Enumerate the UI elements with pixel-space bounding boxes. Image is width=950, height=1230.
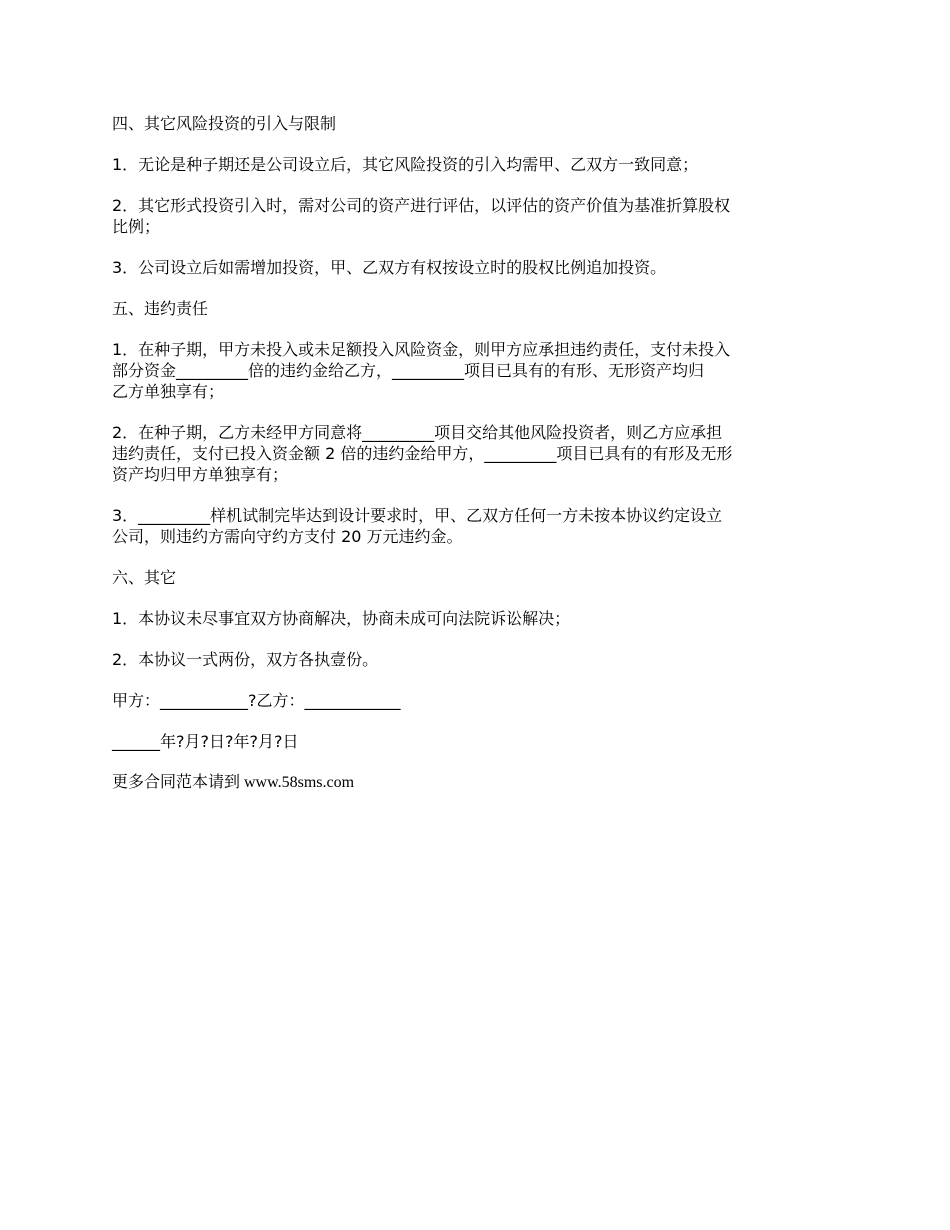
clause-item xyxy=(112,195,842,237)
footer-text: 更多合同范本请到 www.58sms.com xyxy=(112,774,355,791)
signature-line: 甲方：___________?乙方：____________ xyxy=(112,691,401,710)
clause-item xyxy=(112,505,842,547)
clause-line: 1．在种子期，甲方未投入或未足额投入风险资金，则甲方应承担违约责任，支付未投入 xyxy=(112,340,731,359)
clause-item xyxy=(112,422,842,485)
clause-item xyxy=(112,154,842,175)
clause-item xyxy=(112,257,842,278)
clause-line: 2．其它形式投资引入时，需对公司的资产进行评估，以评估的资产价值为基准折算股权 xyxy=(112,196,731,215)
clause-line: 3．_________样机试制完毕达到设计要求时，甲、乙双方任何一方未按本协议约定设立 xyxy=(112,506,723,525)
clause-line: 乙方单独享有； xyxy=(112,382,225,401)
section-heading: 五、违约责任 xyxy=(112,299,209,318)
document-body xyxy=(112,113,842,813)
clause-line: 比例； xyxy=(112,217,161,236)
clause-line: 违约责任，支付已投入资金额 2 倍的违约金给甲方，_________项目已具有的有形及无形 xyxy=(112,444,733,463)
section-heading: 四、其它风险投资的引入与限制 xyxy=(112,114,337,133)
clause-line: 1．本协议未尽事宜双方协商解决，协商未成可向法院诉讼解决； xyxy=(112,609,571,628)
clause-item xyxy=(112,339,842,402)
clause-line: 资产均归甲方单独享有； xyxy=(112,465,289,484)
clause-line: 1．无论是种子期还是公司设立后，其它风险投资的引入均需甲、乙双方一致同意； xyxy=(112,155,699,174)
date-line: ______年?月?日?年?月?日 xyxy=(112,732,299,751)
clause-line: 2．本协议一式两份，双方各执壹份。 xyxy=(112,650,379,669)
clause-line: 部分资金_________倍的违约金给乙方，_________项目已具有的有形、无形资产均归 xyxy=(112,361,705,380)
clause-line: 3．公司设立后如需增加投资，甲、乙双方有权按设立时的股权比例追加投资。 xyxy=(112,258,667,277)
clause-line: 2．在种子期，乙方未经甲方同意将_________项目交给其他风险投资者，则乙方应承担 xyxy=(112,423,723,442)
clause-item xyxy=(112,649,842,670)
section-heading: 六、其它 xyxy=(112,568,177,587)
clause-item xyxy=(112,608,842,629)
clause-line: 公司，则违约方需向守约方支付 20 万元违约金。 xyxy=(112,527,463,546)
